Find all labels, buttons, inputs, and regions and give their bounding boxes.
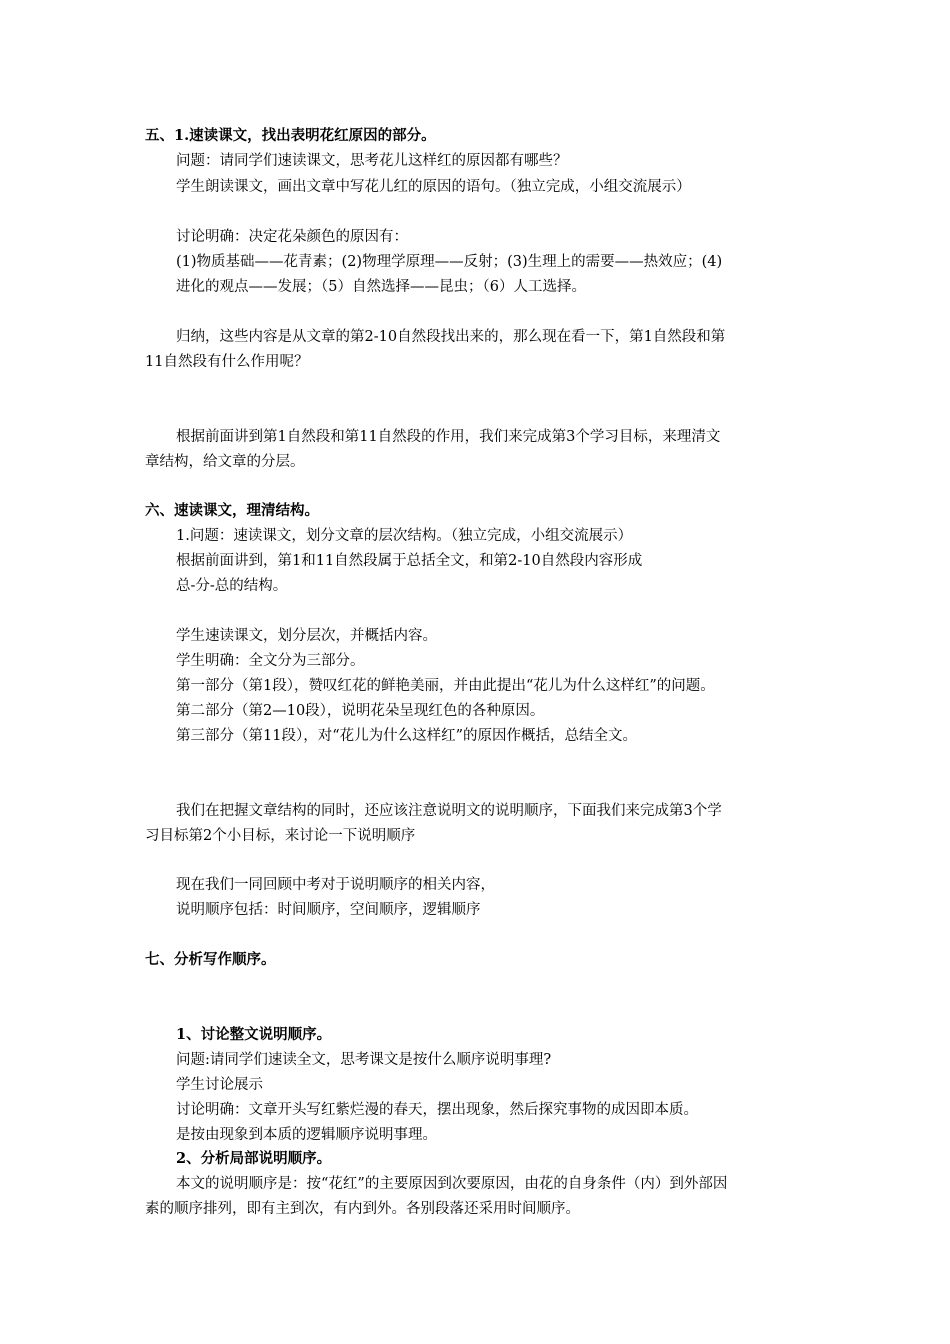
section-six-reading: 学生速读课文，划分层次，并概括内容。 xyxy=(176,628,437,644)
subsection-one-logic: 是按由现象到本质的逻辑顺序说明事理。 xyxy=(176,1127,437,1143)
section-five-question: 问题：请同学们速读课文，思考花儿这样红的原因都有哪些？ xyxy=(176,153,568,169)
part-two: 第二部分（第2—10段），说明花朵呈现红色的各种原因。 xyxy=(176,703,545,719)
section-six-clarify: 学生明确：全文分为三部分。 xyxy=(176,653,365,669)
section-six-question: 1.问题：速读课文，划分文章的层次结构。（独立完成，小组交流展示） xyxy=(176,528,633,544)
subsection-two-line-1: 本文的说明顺序是：按“花红”的主要原因到次要原因，由花的自身条件（内）到外部因 xyxy=(176,1176,728,1192)
part-one: 第一部分（第1段），赞叹红花的鲜艳美丽，并由此提出“花儿为什么这样红”的问题。 xyxy=(176,678,715,694)
section-six-heading: 六、速读课文，理清结构。 xyxy=(145,502,319,519)
subsection-two-line-2: 素的顺序排列，即有主到次，有内到外。各别段落还采用时间顺序。 xyxy=(145,1201,580,1217)
section-five-reading: 学生朗读课文，画出文章中写花儿红的原因的语句。（独立完成，小组交流展示） xyxy=(176,179,691,195)
subsection-one-heading: 1、讨论整文说明顺序。 xyxy=(176,1026,332,1043)
reason-list-line-1: (1)物质基础——花青素；(2)物理学原理——反射；(3)生理上的需要——热效应；(4) xyxy=(176,254,723,270)
order-types-line: 说明顺序包括：时间顺序，空间顺序，逻辑顺序 xyxy=(176,902,481,918)
section-six-answer-line-2: 总-分-总的结构。 xyxy=(176,578,288,594)
transition-line-1: 根据前面讲到第1自然段和第11自然段的作用，我们来完成第3个学习目标，来理清文 xyxy=(176,429,721,445)
section-seven-heading: 七、分析写作顺序。 xyxy=(145,951,276,968)
order-transition-line-1: 我们在把握文章结构的同时，还应该注意说明文的说明顺序，下面我们来完成第3个学 xyxy=(176,803,722,819)
section-five-discussion: 讨论明确：决定花朵颜色的原因有： xyxy=(176,229,408,245)
transition-line-2: 章结构，给文章的分层。 xyxy=(145,454,305,470)
review-line: 现在我们一同回顾中考对于说明顺序的相关内容， xyxy=(176,877,495,893)
subsection-one-question: 问题:请同学们速读全文，思考课文是按什么顺序说明事理? xyxy=(176,1052,552,1068)
subsection-one-clarify: 讨论明确：文章开头写红紫烂漫的春天，摆出现象，然后探究事物的成因即本质。 xyxy=(176,1102,698,1118)
summary-line-2: 11自然段有什么作用呢？ xyxy=(145,354,309,370)
subsection-two-heading: 2、分析局部说明顺序。 xyxy=(176,1150,332,1167)
part-three: 第三部分（第11段），对“花儿为什么这样红”的原因作概括，总结全文。 xyxy=(176,728,638,744)
subsection-one-show: 学生讨论展示 xyxy=(176,1077,263,1093)
order-transition-line-2: 习目标第2个小目标，来讨论一下说明顺序 xyxy=(145,828,416,844)
reason-list-line-2: 进化的观点——发展；（5）自然选择——昆虫；（6）人工选择。 xyxy=(176,279,586,295)
summary-line-1: 归纳，这些内容是从文章的第2-10自然段找出来的，那么现在看一下，第1自然段和第 xyxy=(176,329,726,345)
section-five-heading: 五、1.速读课文，找出表明花红原因的部分。 xyxy=(145,127,436,144)
section-six-answer-line-1: 根据前面讲到，第1和11自然段属于总括全文，和第2-10自然段内容形成 xyxy=(176,553,643,569)
